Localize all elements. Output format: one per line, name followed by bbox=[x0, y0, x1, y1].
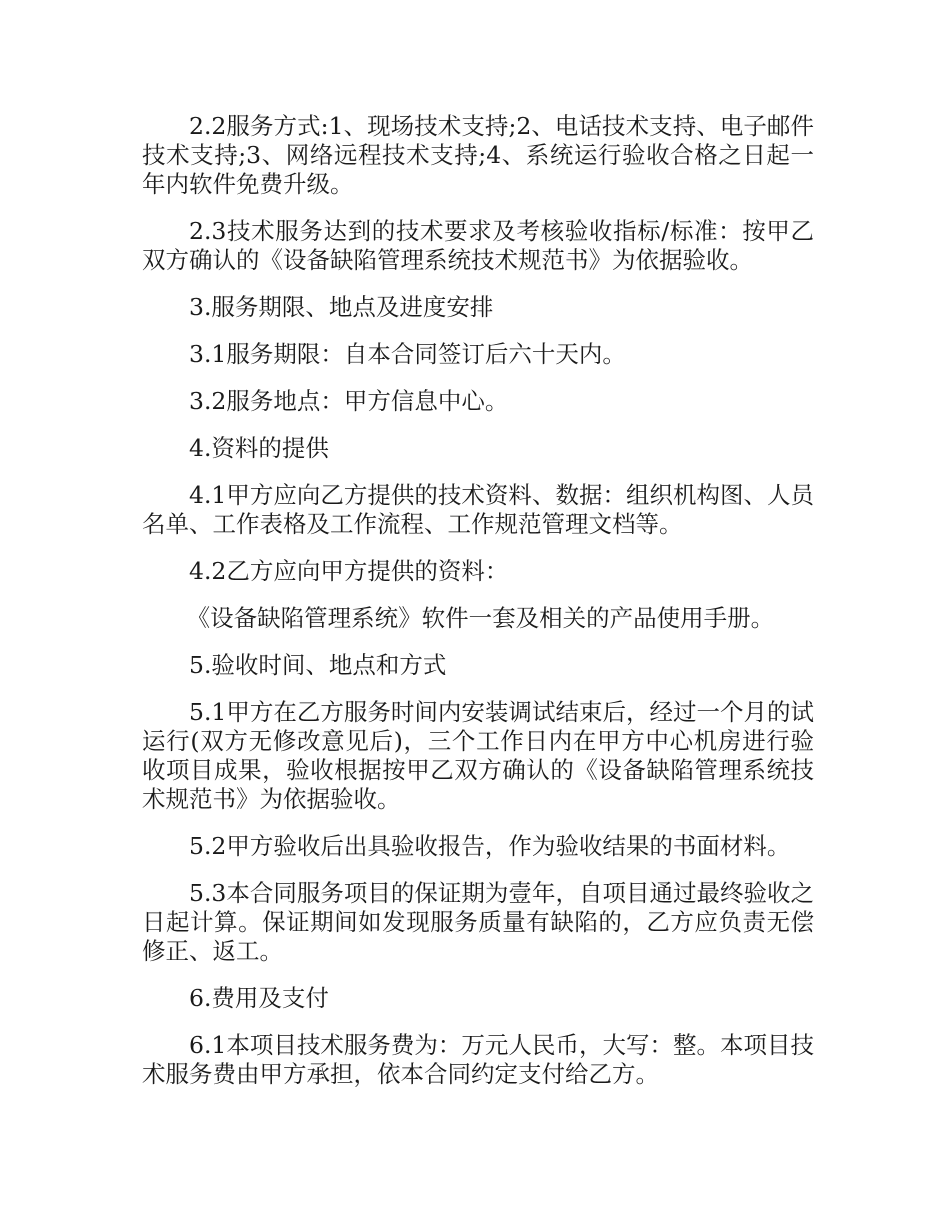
section-heading-6: 6.费用及支付 bbox=[189, 984, 329, 1012]
paragraph-4-2-party-b-materials: 4.2乙方应向甲方提供的资料： bbox=[189, 557, 509, 585]
section-heading-5: 5.验收时间、地点和方式 bbox=[189, 651, 447, 679]
section-heading-4: 4.资料的提供 bbox=[189, 434, 329, 462]
paragraph-3-2-service-location: 3.2服务地点：甲方信息中心。 bbox=[189, 387, 509, 415]
document-page bbox=[142, 112, 814, 1107]
paragraph-5-3-warranty: 5.3本合同服务项目的保证期为壹年，自项目通过最终验收之日起计算。保证期间如发现服务质量有缺陷的，乙方应负责无偿修正、返工。 bbox=[142, 879, 814, 965]
paragraph-6-1-service-fee: 6.1本项目技术服务费为：万元人民币，大写：整。本项目技术服务费由甲方承担，依本合同约定支付给乙方。 bbox=[142, 1031, 814, 1088]
paragraph-2-2-service-method: 2.2服务方式:1、现场技术支持;2、电话技术支持、电子邮件技术支持;3、网络远程技术支持;4、系统运行验收合格之日起一年内软件免费升级。 bbox=[142, 112, 814, 198]
paragraph-software-deliverable: 《设备缺陷管理系统》软件一套及相关的产品使用手册。 bbox=[186, 604, 775, 632]
paragraph-4-1-party-a-materials: 4.1甲方应向乙方提供的技术资料、数据：组织机构图、人员名单、工作表格及工作流程、工作规范管理文档等。 bbox=[142, 481, 814, 538]
section-heading-3: 3.服务期限、地点及进度安排 bbox=[189, 293, 494, 321]
paragraph-2-3-acceptance-standard: 2.3技术服务达到的技术要求及考核验收指标/标准：按甲乙双方确认的《设备缺陷管理系统技术规范书》为依据验收。 bbox=[142, 217, 814, 274]
paragraph-5-1-acceptance-process: 5.1甲方在乙方服务时间内安装调试结束后，经过一个月的试运行(双方无修改意见后)，三个工作日内在甲方中心机房进行验收项目成果，验收根据按甲乙双方确认的《设备缺陷管理系统技术规范书》为依据验收。 bbox=[142, 698, 814, 813]
paragraph-5-2-acceptance-report: 5.2甲方验收后出具验收报告，作为验收结果的书面材料。 bbox=[189, 832, 791, 860]
paragraph-3-1-service-period: 3.1服务期限：自本合同签订后六十天内。 bbox=[189, 340, 626, 368]
